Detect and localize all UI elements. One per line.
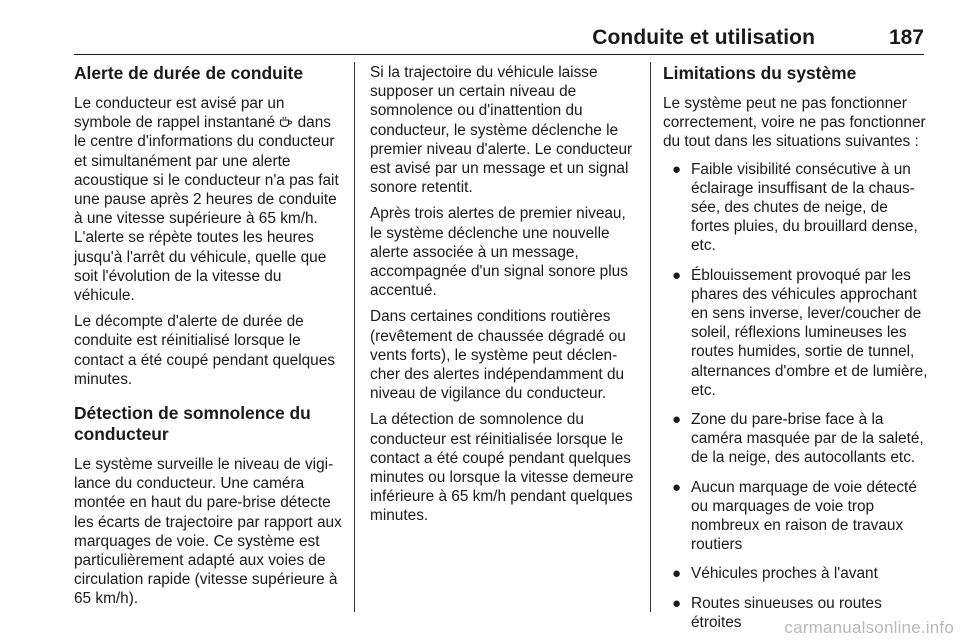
section-heading-limitations: Limitations du système [663, 63, 857, 83]
section-heading-driving-time: Alerte de durée de conduite [74, 63, 304, 83]
paragraph: Après trois alertes de premier niveau, le système déclenche une nouvelle alerte associée à un message, accompagnée d'un signal sonore plus accentué. [370, 205, 628, 300]
page-number: 187 [888, 26, 924, 49]
list-item [663, 266, 929, 400]
column-3 [663, 63, 929, 642]
paragraph: Dans certaines conditions routières (revêtement de chaussée dégradé ou vents forts), le système peut déclencher des alertes indépendamment du niveau de vigilance du conducteur. [370, 308, 626, 403]
paragraph: Si la trajectoire du véhicule laisse supposer un certain niveau de somnolence ou d'inattention du conducteur, le système déclenche le premier niveau d'alerte. Le conducteur est avisé par un message et un signal sonore retentit. [370, 64, 633, 197]
list-item-text: Zone du pare-brise face à la caméra masquée par de la saleté, de la neige, des autocollants etc. [691, 411, 924, 467]
header-rule [74, 54, 924, 55]
bullet: ● [672, 266, 682, 284]
bullet: ● [672, 594, 682, 612]
limitations-list [663, 160, 929, 632]
column-divider-2 [650, 62, 651, 612]
paragraph: La détection de somnolence du conducteur est réinitialisée lorsque le contact a été coupé pendant quelques minutes ou lorsque la vitesse demeure inférieure à 65 km/h pendant quelques minutes. [370, 411, 634, 525]
list-item-text: Routes sinueuses ou routes étroites [691, 594, 882, 631]
paragraph-text: Le conducteur est avisé par un symbole de rappel instantané [74, 95, 285, 132]
paragraph [74, 94, 342, 305]
list-item-text: Éblouissement provoqué par les phares des véhicules approchant en sens inverse, lever/coucher de soleil, réflexions lumineuses les routes humides, sortie de tunnel, alternances d'ombre et de lumière, etc. [691, 266, 928, 399]
list-item [663, 410, 929, 468]
bullet: ● [672, 478, 682, 496]
paragraph-text: dans le centre d'informations du conducteur et simultanément par une alerte acoustique si le conducteur n'a pas fait une pause après 2 heures de conduite à une vitesse supérieure à 65 km/h. L'alerte se répète toutes les heures jusqu'à l'arrêt du véhicule, quelle que soit l'évolution de la vitesse du véhicule. [74, 114, 339, 305]
column-1 [74, 63, 342, 616]
bullet: ● [672, 160, 682, 178]
list-item-text: Véhicules proches à l'avant [691, 565, 878, 583]
paragraph: Le système surveille le niveau de vigilance du conducteur. Une caméra montée en haut du pare-brise détecte les écarts de trajectoire par rapport aux marquages de voie. Ce système est particulièrement adapté aux voies de circulation rapide (vitesse supérieure à 65 km/h). [74, 456, 342, 608]
watermark: carmanualsonline.info [784, 618, 954, 637]
list-item [663, 478, 929, 555]
list-item [663, 564, 929, 583]
list-item [663, 160, 929, 256]
header-title: Conduite et utilisation [592, 26, 815, 49]
bullet: ● [672, 565, 682, 583]
bullet: ● [672, 411, 682, 429]
column-divider-1 [354, 62, 355, 612]
coffee-cup-icon [279, 116, 293, 128]
column-2 [370, 63, 638, 533]
section-heading-drowsiness: Détection de somnolence du conducteur [74, 403, 311, 445]
paragraph: Le décompte d'alerte de durée de conduite est réinitialisé lorsque le contact a été coupé pendant quelques minutes. [74, 313, 335, 388]
list-item-text: Faible visibilité consécutive à un éclairage insuffisant de la chaussée, des chutes de neige, de fortes pluies, du brouillard dense, etc. [691, 160, 918, 255]
paragraph: Le système peut ne pas fonctionner correctement, voire ne pas fonctionner du tout dans les situations suivantes : [663, 95, 926, 151]
list-item-text: Aucun marquage de voie détecté ou marquages de voie trop nombreux en raison de travaux routiers [691, 478, 917, 554]
